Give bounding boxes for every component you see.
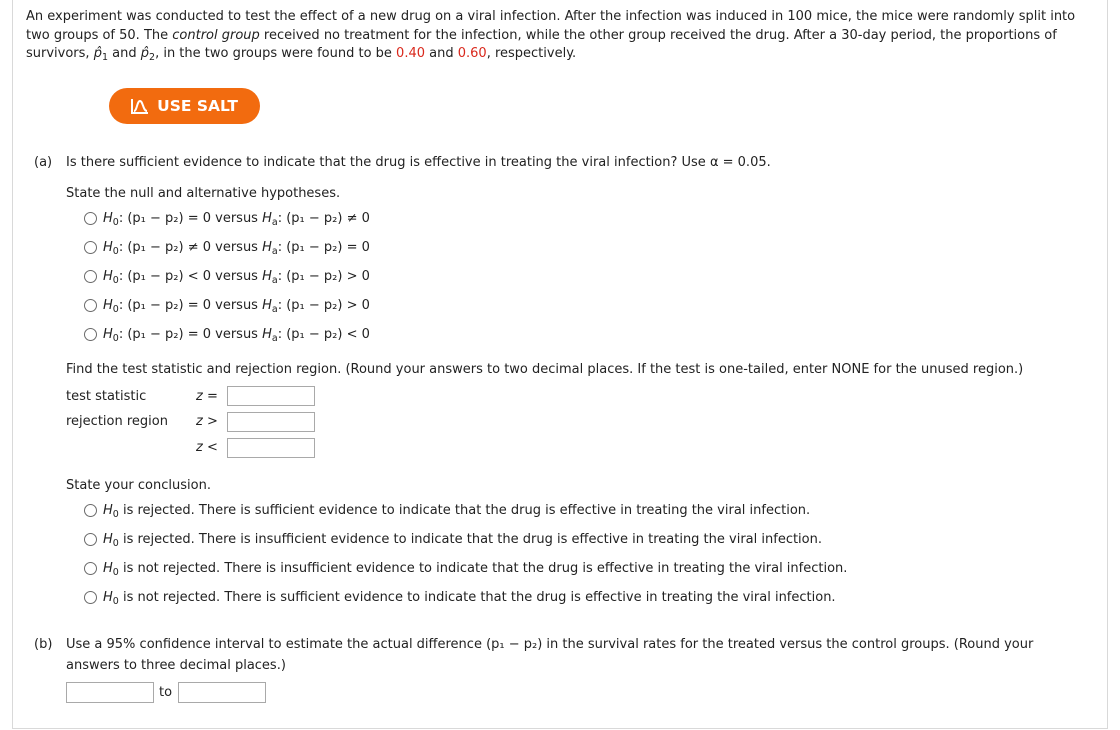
hypothesis-text: $H_0$: (p₁ − p₂) = 0 versus $H_a$: (p₁ − p₂) < 0 — [103, 327, 370, 344]
z-equals-label: z = — [196, 389, 218, 404]
proportion-control: 0.40 — [396, 46, 425, 61]
hypothesis-option[interactable] — [84, 298, 370, 313]
radio-button[interactable] — [84, 241, 97, 254]
part-b-question-line2: answers to three decimal places.) — [66, 658, 286, 673]
conclusion-text: $H_0$ is rejected. There is sufficient evidence to indicate that the drug is effective in treating the viral infection. — [103, 503, 811, 520]
radio-button[interactable] — [84, 533, 97, 546]
hypothesis-option[interactable] — [84, 269, 370, 284]
part-a-marker: (a) — [34, 155, 53, 170]
hypothesis-text: $H_0$: (p₁ − p₂) < 0 versus $H_a$: (p₁ − p₂) > 0 — [103, 269, 370, 286]
rejection-region-label: rejection region — [66, 414, 168, 429]
conclusion-option[interactable] — [84, 503, 810, 518]
hypotheses-prompt: State the null and alternative hypotheses. — [66, 186, 341, 201]
hypothesis-text: $H_0$: (p₁ − p₂) = 0 versus $H_a$: (p₁ − p₂) > 0 — [103, 298, 370, 315]
part-a-question: Is there sufficient evidence to indicate that the drug is effective in treating the viral infection? Use α = 0.05. — [66, 155, 771, 170]
use-salt-label: USE SALT — [157, 97, 238, 115]
z-greater-label: z > — [196, 414, 218, 429]
conclusion-text: $H_0$ is rejected. There is insufficient evidence to indicate that the drug is effective in treating the viral infection. — [103, 532, 822, 549]
rejection-upper-input[interactable] — [227, 412, 315, 432]
radio-button[interactable] — [84, 212, 97, 225]
hypothesis-text: $H_0$: (p₁ − p₂) = 0 versus $H_a$: (p₁ − p₂) ≠ 0 — [103, 211, 370, 228]
problem-statement: An experiment was conducted to test the effect of a new drug on a viral infection. After the infection was induced in 100 mice, the mice were randomly split into two groups of 50. The control group received no treatment for the infection, while the other group received the drug. After a 30-day period, the proportions of survivors, $p̂_1$ and $p̂_2$, in the two groups were found to be 0.40 and 0.60, respectively. — [26, 9, 1076, 63]
test-statistic-label: test statistic — [66, 389, 147, 404]
conclusion-option[interactable] — [84, 590, 836, 605]
part-b-question-line1: Use a 95% confidence interval to estimate the actual difference (p₁ − p₂) in the survival rates for the treated versus the control groups. (Round your — [66, 637, 1034, 652]
radio-button[interactable] — [84, 562, 97, 575]
radio-button[interactable] — [84, 504, 97, 517]
conclusion-option[interactable] — [84, 561, 847, 576]
test-statistic-input[interactable] — [227, 386, 315, 406]
conclusion-prompt: State your conclusion. — [66, 478, 211, 493]
radio-button[interactable] — [84, 270, 97, 283]
ci-lower-input[interactable] — [66, 682, 154, 703]
hypothesis-option[interactable] — [84, 240, 370, 255]
control-group-term: control group — [172, 27, 260, 43]
conclusion-text: $H_0$ is not rejected. There is sufficient evidence to indicate that the drug is effective in treating the viral infection. — [103, 590, 836, 607]
radio-button[interactable] — [84, 328, 97, 341]
ci-upper-input[interactable] — [178, 682, 266, 703]
radio-button[interactable] — [84, 591, 97, 604]
rejection-lower-input[interactable] — [227, 438, 315, 458]
conclusion-text: $H_0$ is not rejected. There is insufficient evidence to indicate that the drug is effective in treating the viral infection. — [103, 561, 848, 578]
ci-to-label: to — [159, 685, 173, 700]
part-b-marker: (b) — [34, 637, 53, 652]
hypothesis-text: $H_0$: (p₁ − p₂) ≠ 0 versus $H_a$: (p₁ − p₂) = 0 — [103, 240, 370, 257]
conclusion-option[interactable] — [84, 532, 822, 547]
proportion-drug: 0.60 — [457, 46, 487, 61]
find-prompt: Find the test statistic and rejection region. (Round your answers to two decimal places. If the test is one-tailed, enter NONE for the unused region.) — [66, 362, 1024, 377]
radio-button[interactable] — [84, 299, 97, 312]
use-salt-button[interactable] — [109, 88, 260, 124]
hypothesis-option[interactable] — [84, 327, 370, 342]
z-less-label: z < — [196, 440, 218, 455]
hypothesis-option[interactable] — [84, 211, 370, 226]
salt-chart-icon — [131, 98, 149, 114]
